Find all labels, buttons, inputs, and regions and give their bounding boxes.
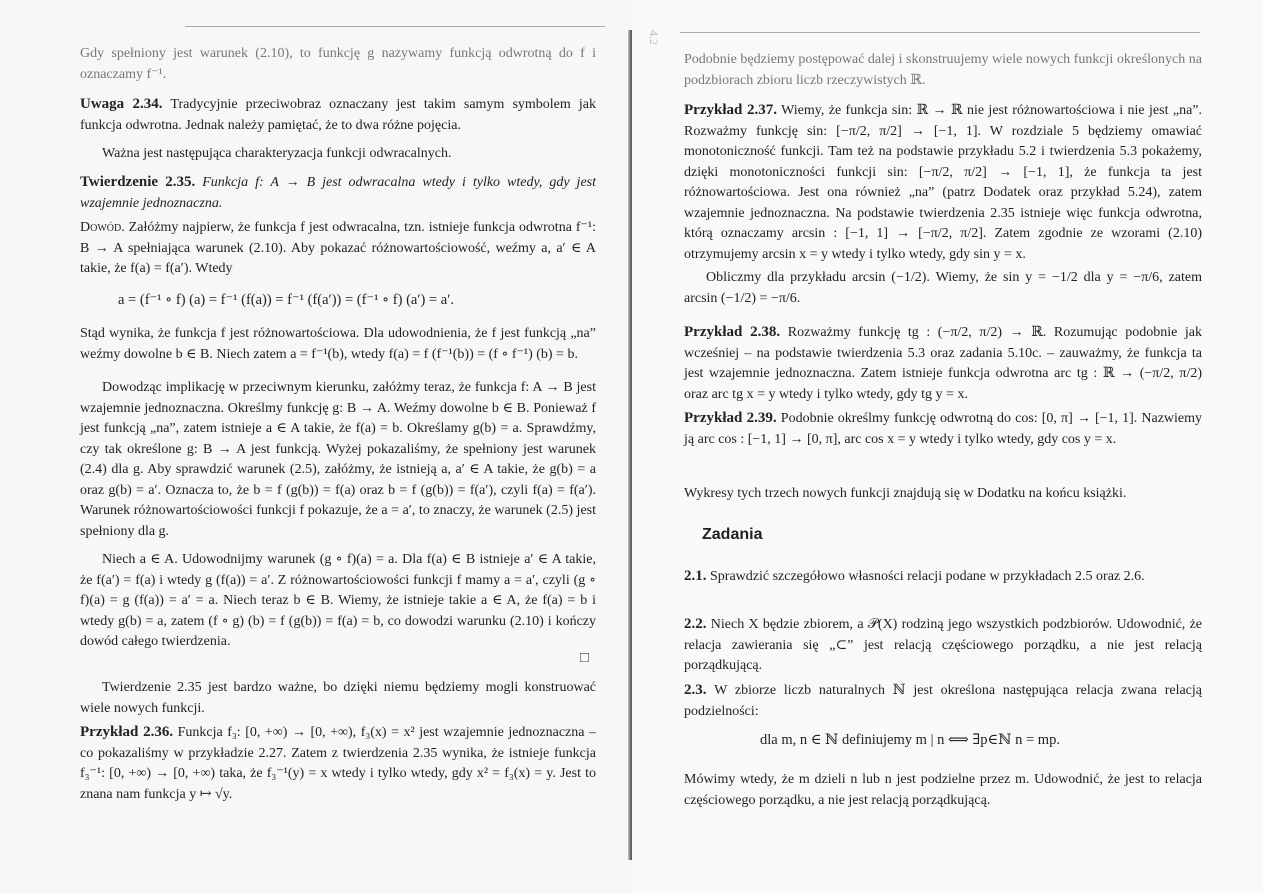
task-2-3-equation: dla m, n ∈ ℕ definiujemy m | n ⟺ ∃p∈ℕ n = mp. [760, 732, 1060, 748]
example-2-39 [684, 408, 1202, 450]
graphs-note: Wykresy tych trzech nowych funkcji znajdują się w Dodatku na końcu książki. [684, 486, 1127, 501]
example-2-36 [80, 722, 596, 805]
proof-paragraph-2: Stąd wynika, że funkcja f jest różnowartościowa. Dla udowodnienia, że f jest funkcją „na” weźmy dowolne b ∈ B. Niech zatem a = f⁻¹(b), wtedy f(a) = f (f⁻¹(b)) = (f ∘ f⁻¹) (b) = b. [80, 326, 596, 362]
theorem-text: Funkcja f: A → B jest odwracalna wtedy i tylko wtedy, gdy jest wzajemnie jednoznaczna. [80, 175, 596, 211]
example-2-38-label: Przykład 2.38. [684, 324, 781, 340]
task-2-3-text: W zbiorze liczb naturalnych ℕ jest określona następująca relacja zwana relacją podzielności: [684, 683, 1202, 719]
top-rule-left [185, 26, 605, 27]
proof-paragraph-1 [80, 218, 596, 280]
example-2-37 [684, 100, 1202, 265]
remark-2-34 [80, 94, 596, 136]
right-page [632, 0, 1263, 893]
top-rule-right [680, 32, 1200, 33]
example-2-36-label: Przykład 2.36. [80, 724, 174, 740]
lead-sentence: Ważna jest następująca charakteryzacja funkcji odwracalnych. [102, 146, 452, 161]
qed-symbol: □ [580, 650, 590, 666]
task-2-1 [684, 566, 1202, 588]
theorem-label: Twierdzenie 2.35. [80, 174, 196, 190]
example-2-37-text: Wiemy, że funkcja sin: ℝ → ℝ nie jest różnowartościowa i nie jest „na”. Rozważmy funkcję sin: [−π/2, π/2] → [−1, 1]. W rozdziale 5 będziemy omawiać monotoniczność funkcji. Tam też na podstawie przykładu 5.2 i twierdzenia 5.3 pokażemy, dzięki monotoniczności funkcji sin: [−π/2, π/2] → [−1, 1], że funkcja ta jest różnowartościowa. Jest ona również „na” (patrz Dodatek oraz przykład 5.24), zatem wzajemnie jednoznaczna. Na podstawie twierdzenia 2.35 istnieje więc funkcja odwrotna, którą oznaczamy arcsin : [−1, 1] → [−π/2, π/2]. Zatem zgodnie ze wzorami (2.10) otrzymujemy arcsin x = y wtedy i tylko wtedy, gdy sin y = x. [684, 103, 1202, 262]
left-intro: Gdy spełniony jest warunek (2.10), to funkcję g nazywamy funkcją odwrotną do f i oznaczamy f⁻¹. [80, 46, 596, 82]
task-2-1-text: Sprawdzić szczegółowo własności relacji podane w przykładach 2.5 oraz 2.6. [710, 569, 1145, 584]
task-2-2-text: Niech X będzie zbiorem, a 𝒫(X) rodziną jego wszystkich podzbiorów. Udowodnić, że relacja zawierania się „⊂” jest relacją częściowego porządku, a nie jest relacją porządkującą. [684, 617, 1202, 673]
example-2-37-calc: Obliczmy dla przykładu arcsin (−1/2). Wiemy, że sin y = −1/2 dla y = −π/6, zatem arcsin (−1/2) = −π/6. [684, 270, 1202, 306]
proof-equation: a = (f⁻¹ ∘ f) (a) = f⁻¹ (f(a)) = f⁻¹ (f(a′)) = (f⁻¹ ∘ f) (a′) = a′. [118, 292, 454, 308]
proof-paragraph-3: Dowodząc implikację w przeciwnym kierunku, załóżmy teraz, że funkcja f: A → B jest wzajemnie jednoznaczna. Określmy funkcję g: B → A. Weźmy dowolne b ∈ B. Ponieważ f jest funkcją „na”, zatem istnieje a ∈ A takie, że f(a) = b. Określamy g(b) = a. Sprawdźmy, czy tak określone g: B → A jest funkcją. Wyżej pokazaliśmy, że spełniony jest warunek (2.4) dla g. Aby sprawdzić warunek (2.5), załóżmy, że istnieją a, a′ ∈ A takie, że g(b) = a oraz g(b) = a′. Oznacza to, że b = f (g(b)) = f(a) oraz b = f (g(b)) = f(a′), czyli f(a) = f(a′). Warunek różnowartościowości funkcji f pokazuje, że a = a′, to znaczy, że warunek (2.5) jest spełniony dla g. [80, 380, 596, 539]
proof-paragraph-4: Niech a ∈ A. Udowodnijmy warunek (g ∘ f)(a) = a. Dla f(a) ∈ B istnieje a′ ∈ A takie, że f(a′) = f(a) i wtedy g (f(a)) = a′. Z różnowartościowości funkcji f mamy a = a′, czyli (g ∘ f)(a) = g (f(a)) = a′ = a. Niech teraz b ∈ B. Wiemy, że istnieje takie a ∈ A, że f(a) = b i wtedy g(b) = a, zatem (f ∘ g) (b) = f (g(b)) = f(a) = b, co dowodzi warunku (2.10) i kończy dowód całego twierdzenia. [80, 552, 596, 649]
task-2-3 [684, 680, 1202, 722]
task-2-1-label: 2.1. [684, 568, 707, 584]
remark-label: Uwaga 2.34. [80, 96, 163, 112]
example-2-39-label: Przykład 2.39. [684, 410, 777, 426]
task-2-3-label: 2.3. [684, 682, 707, 698]
proof-label: Dowód. [80, 220, 125, 235]
task-2-2-label: 2.2. [684, 616, 707, 632]
example-2-37-label: Przykład 2.37. [684, 102, 777, 118]
section-title-zadania: Zadania [702, 526, 763, 543]
right-intro: Podobnie będziemy postępować dalej i skonstruujemy wiele nowych funkcji określonych na podzbiorach zbioru liczb rzeczywistych ℝ. [684, 52, 1202, 88]
example-2-36-text: Funkcja f₃: [0, +∞) → [0, +∞), f₃(x) = x² jest wzajemnie jednoznaczna – co pokazaliśmy w przykładzie 2.27. Zatem z twierdzenia 2.35 wynika, że istnieje funkcja f₃⁻¹: [0, +∞) → [0, +∞) taka, że f₃⁻¹(y) = x wtedy i tylko wtedy, gdy x² = f₃(x) = y. Jest to znana nam funkcja y ↦ √y. [80, 725, 597, 802]
proof-p1-text: Załóżmy najpierw, że funkcja f jest odwracalna, tzn. istnieje funkcja odwrotna f⁻¹: B → A spełniająca warunek (2.10). Aby pokazać różnowartościowość, weźmy a, a′ ∈ A takie, że f(a) = f(a′). Wtedy [80, 220, 597, 276]
after-theorem: Twierdzenie 2.35 jest bardzo ważne, bo dzięki niemu będziemy mogli konstruować wiele nowych funkcji. [80, 680, 596, 716]
gutter-mark: 4.2 [647, 30, 661, 45]
example-2-39-text: Podobnie określmy funkcję odwrotną do cos: [0, π] → [−1, 1]. Nazwiemy ją arc cos : [−1, 1] → [0, π], arc cos x = y wtedy i tylko wtedy, gdy cos y = x. [684, 411, 1203, 447]
task-2-3-tail: Mówimy wtedy, że m dzieli n lub n jest podzielne przez m. Udowodnić, że jest to relacja częściowego porządku, a nie jest relacją porządkującą. [684, 772, 1202, 808]
example-2-38-text: Rozważmy funkcję tg : (−π/2, π/2) → ℝ. Rozumując podobnie jak wcześniej – na podstawie twierdzenia 5.3 oraz zadania 5.10c. – zauważmy, że funkcja ta jest wzajemnie jednoznaczna. Zatem istnieje funkcja odwrotna arc tg : ℝ → (−π/2, π/2) oraz arc tg x = y wtedy i tylko wtedy, gdy tg y = x. [684, 325, 1202, 402]
example-2-38 [684, 322, 1202, 405]
theorem-2-35 [80, 172, 596, 214]
remark-text: Tradycyjnie przeciwobraz oznaczany jest takim samym symbolem jak funkcja odwrotna. Jednak należy pamiętać, że to dwa różne pojęcia. [80, 97, 597, 133]
task-2-2 [684, 614, 1202, 677]
